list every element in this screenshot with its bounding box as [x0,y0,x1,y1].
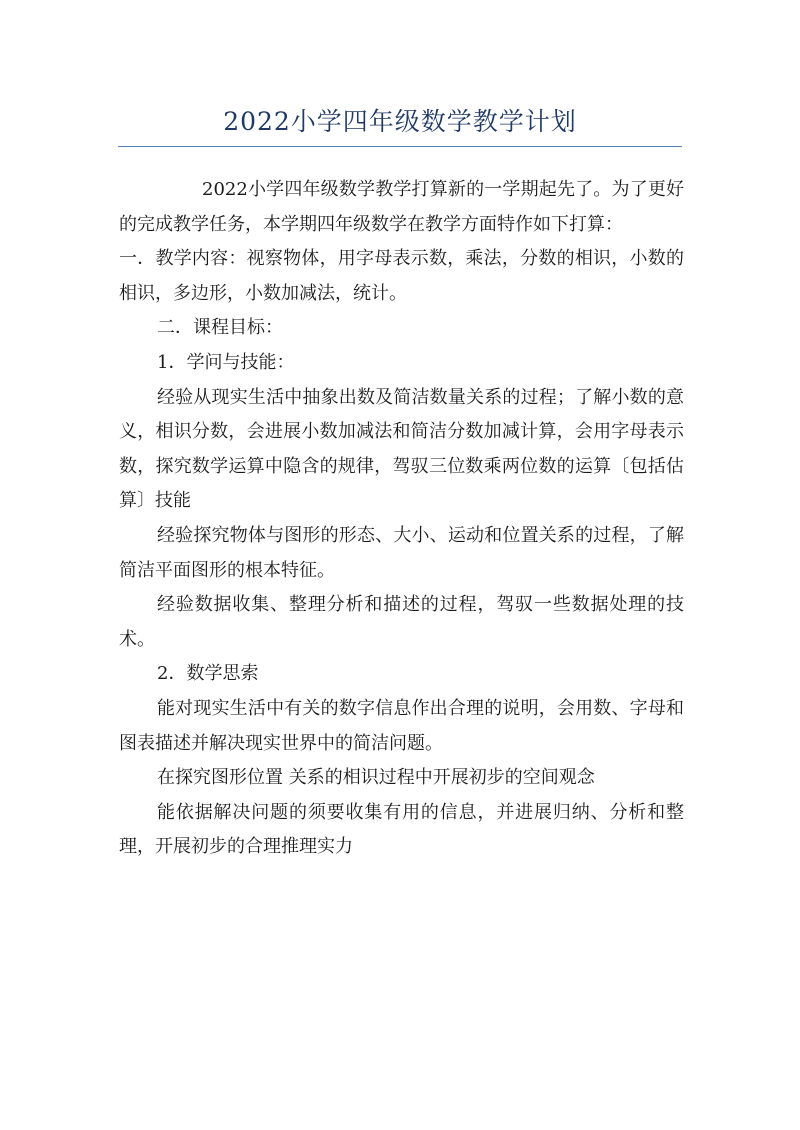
paragraph-spatial-concept: 在探究图形位置 关系的相识过程中开展初步的空间观念 [157,767,595,789]
paragraph-reasoning: 能依据解决问题的须要收集有用的信息，并进展归纳、分析和整理，开展初步的合理推理实力 [119,801,684,858]
paragraph-teaching-content: 一．教学内容：视察物体，用字母表示数，乘法，分数的相识，小数的相识，多边形，小数加减法，统计。 [119,248,684,304]
paragraph-data-experience: 经验数据收集、整理分析和描述的过程，驾驭一些数据处理的技术。 [119,594,684,650]
title-underline [118,146,682,147]
paragraph-shapes-experience: 经验探究物体与图形的形态、大小、运动和位置关系的过程，了解简洁平面图形的根本特征。 [119,524,684,581]
paragraph-numbers-experience: 经验从现实生活中抽象出数及简洁数量关系的过程；了解小数的意义，相识分数，会进展小数加减法和简洁分数加减计算，会用字母表示数，探究数学运算中隐含的规律，驾驭三位数乘两位数的运算〔包括估算〕技能 [119,386,684,512]
paragraph-intro: 2022小学四年级数学教学打算新的一学期起先了。为了更好的完成教学任务，本学期四年级数学在教学方面特作如下打算： [119,179,684,235]
heading-course-goals: 二．课程目标： [157,317,283,339]
document-title: 2022小学四年级数学教学计划 [223,107,577,136]
heading-knowledge-skills: 1．学问与技能： [157,351,295,373]
heading-math-thinking: 2．数学思索 [157,663,259,685]
paragraph-real-life-info: 能对现实生活中有关的数字信息作出合理的说明，会用数、字母和图表描述并解决现实世界中的简洁问题。 [119,697,684,754]
document-body [119,173,684,865]
